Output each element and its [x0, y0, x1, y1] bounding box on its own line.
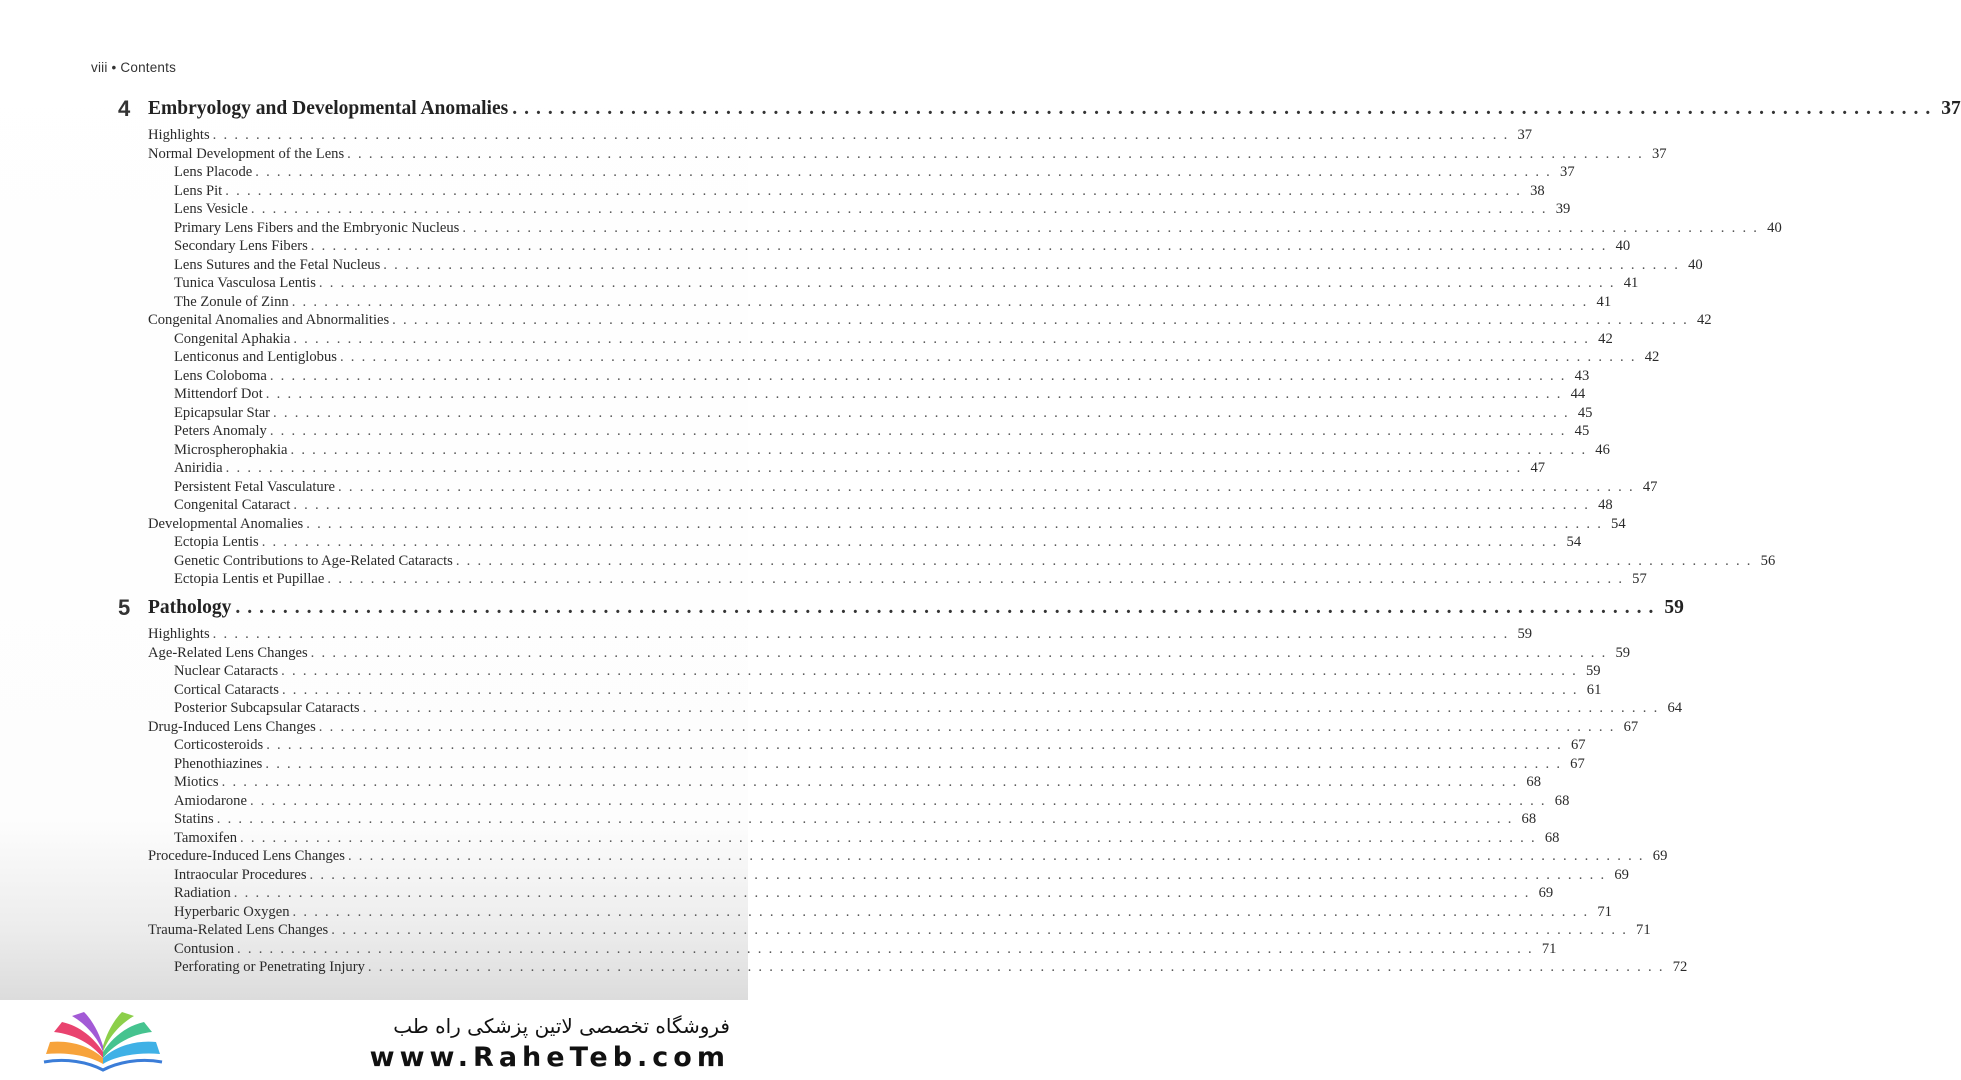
chapter-heading[interactable]	[118, 595, 1684, 625]
toc-subsection-entry[interactable]	[118, 441, 1610, 461]
entry-page-number: 71	[1597, 903, 1612, 920]
leader-dots: ........................................................................................................................	[362, 700, 1665, 716]
entry-title: Mittendorf Dot	[174, 386, 263, 402]
leader-dots: ........................................................................................................................	[512, 98, 1938, 119]
toc-subsection-entry[interactable]	[118, 330, 1613, 350]
entry-page-number: 69	[1614, 866, 1629, 883]
leader-dots: ........................................................................................................................	[347, 145, 1649, 162]
toc-subsection-entry[interactable]	[118, 903, 1612, 923]
entry-page-number: 57	[1632, 571, 1647, 587]
entry-page-number: 40	[1615, 238, 1631, 254]
chapter-4	[118, 96, 1961, 590]
toc-subsection-entry[interactable]	[118, 681, 1602, 701]
entry-title: Lens Sutures and the Fetal Nucleus	[174, 256, 381, 273]
leader-dots: ........................................................................................................................	[273, 404, 1575, 421]
leader-dots: ........................................................................................................................	[318, 718, 1621, 735]
entry-title: Age-Related Lens Changes	[148, 644, 308, 661]
leader-dots: ........................................................................................................................	[338, 478, 1640, 495]
entry-page-number: 42	[1644, 349, 1660, 365]
entry-page-number: 45	[1574, 423, 1590, 439]
entry-title: Procedure-Induced Lens Changes	[148, 848, 345, 864]
leader-dots: ........................................................................................................................	[269, 423, 1572, 439]
leader-dots: ........................................................................................................................	[266, 737, 1568, 753]
entry-title: Peters Anomaly	[174, 423, 267, 439]
leader-dots: ........................................................................................................................	[216, 811, 1519, 827]
entry-page-number: 39	[1555, 201, 1571, 217]
chapter-number: 4	[118, 96, 131, 121]
leader-dots: ........................................................................................................................	[327, 571, 1630, 587]
entry-title: Epicapsular Star	[174, 404, 271, 421]
toc-subsection-entry[interactable]	[118, 478, 1658, 498]
entry-page-number: 41	[1623, 275, 1639, 291]
toc-section-entry[interactable]	[118, 515, 1626, 535]
entry-page-number: 61	[1586, 681, 1602, 698]
leader-dots: ........................................................................................................................	[310, 644, 1613, 661]
entry-title: Corticosteroids	[174, 737, 264, 753]
entry-title: Radiation	[174, 885, 231, 901]
leader-dots: ........................................................................................................................	[383, 256, 1686, 273]
entry-title: Genetic Contributions to Age-Related Cataracts	[174, 552, 453, 569]
entry-page-number: 69	[1652, 848, 1668, 864]
entry-page-number: 41	[1596, 293, 1612, 310]
entry-page-number: 47	[1530, 460, 1546, 476]
leader-dots: ........................................................................................................................	[339, 349, 1642, 365]
entry-title: Aniridia	[174, 460, 223, 476]
toc-subsection-entry[interactable]	[118, 423, 1590, 442]
leader-dots: ........................................................................................................................	[306, 515, 1609, 532]
entry-page-number: 47	[1642, 478, 1658, 495]
leader-dots: ........................................................................................................................	[281, 663, 1583, 679]
entry-title: Nuclear Cataracts	[174, 663, 279, 679]
entry-page-number: 42	[1598, 330, 1613, 347]
toc-subsection-entry[interactable]	[118, 774, 1541, 793]
shop-name: فروشگاه تخصصی لاتین پزشکی راه طب	[393, 1014, 730, 1038]
entry-page-number: 42	[1696, 312, 1712, 328]
entry-title: Miotics	[174, 774, 219, 790]
shop-url: www.RaheTeb.com	[369, 1042, 730, 1073]
entry-page-number: 59	[1615, 644, 1631, 661]
toc-subsection-entry[interactable]	[118, 182, 1545, 202]
folio: viii	[91, 60, 108, 75]
entry-title: Persistent Fetal Vasculature	[174, 478, 336, 495]
leader-dots: ........................................................................................................................	[250, 201, 1553, 217]
chapter-5	[118, 595, 1688, 978]
toc-subsection-entry[interactable]	[118, 349, 1660, 368]
toc-subsection-entry[interactable]	[118, 404, 1593, 424]
leader-dots: ........................................................................................................................	[269, 367, 1572, 384]
leader-dots: ........................................................................................................................	[318, 275, 1621, 291]
entry-page-number: 48	[1598, 497, 1613, 513]
entry-title: Congenital Anomalies and Abnormalities	[148, 312, 390, 328]
entry-title: Cortical Cataracts	[174, 681, 279, 698]
entry-title: Tamoxifen	[174, 829, 238, 846]
toc-subsection-entry[interactable]	[118, 275, 1639, 294]
entry-title: Normal Development of the Lens	[148, 145, 345, 162]
entry-page-number: 54	[1611, 515, 1626, 532]
leader-dots: ........................................................................................................................	[331, 922, 1634, 938]
entry-title: Trauma-Related Lens Changes	[148, 922, 329, 938]
entry-title: Secondary Lens Fibers	[174, 238, 308, 254]
entry-page-number: 59	[1585, 663, 1601, 679]
leader-dots: ........................................................................................................................	[235, 597, 1661, 618]
toc-section-entry[interactable]	[118, 145, 1667, 165]
entry-page-number: 54	[1566, 534, 1582, 550]
toc-subsection-entry[interactable]	[118, 293, 1612, 313]
bullet: •	[111, 60, 117, 75]
open-book-logo-icon	[40, 1012, 166, 1075]
leader-dots: ........................................................................................................................	[292, 903, 1595, 920]
entry-page-number: 45	[1577, 404, 1593, 421]
entry-title: Lenticonus and Lentiglobus	[174, 349, 337, 365]
leader-dots: ........................................................................................................................	[249, 792, 1552, 809]
entry-page-number: 40	[1767, 219, 1782, 236]
entry-page-number: 38	[1530, 182, 1545, 199]
toc-subsection-entry[interactable]	[118, 811, 1537, 830]
toc-subsection-entry[interactable]	[118, 367, 1590, 387]
entry-title: Phenothiazines	[174, 755, 263, 772]
entry-page-number: 43	[1574, 367, 1590, 384]
toc-subsection-entry[interactable]	[118, 571, 1647, 590]
entry-title: Posterior Subcapsular Cataracts	[174, 700, 360, 716]
chapter-heading[interactable]	[118, 96, 1961, 126]
entry-title: Ectopia Lentis	[174, 534, 259, 550]
toc-subsection-entry[interactable]	[118, 829, 1560, 849]
entry-page-number: 72	[1672, 959, 1688, 975]
entry-title: Tunica Vasculosa Lentis	[174, 275, 316, 291]
toc-subsection-entry[interactable]	[118, 737, 1586, 756]
entry-title: Lens Placode	[174, 164, 253, 180]
leader-dots: ........................................................................................................................	[265, 386, 1568, 402]
chapter-page-number: 59	[1664, 597, 1684, 618]
entry-title: Contusion	[174, 940, 235, 957]
leader-dots: ........................................................................................................................	[212, 127, 1515, 143]
entry-title: Lens Pit	[174, 182, 223, 199]
toc-subsection-entry[interactable]	[118, 755, 1585, 775]
toc-subsection-entry[interactable]	[118, 552, 1776, 572]
entry-title: Ectopia Lentis et Pupillae	[174, 571, 325, 587]
running-head-section: Contents	[120, 60, 177, 75]
toc-section-entry[interactable]	[118, 626, 1533, 645]
entry-title: Amiodarone	[174, 792, 247, 809]
chapter-number: 5	[118, 595, 131, 620]
toc-subsection-entry[interactable]	[118, 164, 1575, 183]
entry-page-number: 64	[1667, 700, 1683, 716]
leader-dots: ........................................................................................................................	[293, 497, 1596, 513]
entry-page-number: 37	[1651, 145, 1667, 162]
toc-section-entry[interactable]	[118, 644, 1631, 664]
entry-title: Congenital Cataract	[174, 497, 291, 513]
toc-subsection-entry[interactable]	[118, 663, 1601, 682]
entry-page-number: 59	[1517, 626, 1533, 642]
entry-title: Intraocular Procedures	[174, 866, 307, 883]
entry-page-number: 68	[1554, 792, 1570, 809]
toc-subsection-entry[interactable]	[118, 219, 1782, 239]
running-head	[91, 60, 176, 75]
leader-dots: ........................................................................................................................	[225, 182, 1528, 199]
toc-subsection-entry[interactable]	[118, 460, 1546, 479]
chapter-title: Pathology	[148, 597, 232, 618]
entry-page-number: 56	[1760, 552, 1776, 569]
leader-dots: ........................................................................................................................	[240, 829, 1542, 846]
entry-title: Statins	[174, 811, 214, 827]
leader-dots: ........................................................................................................................	[225, 460, 1528, 476]
entry-title: Developmental Anomalies	[148, 515, 304, 532]
entry-page-number: 68	[1544, 829, 1560, 846]
toc-subsection-entry[interactable]	[118, 792, 1570, 812]
entry-title: Microspherophakia	[174, 441, 288, 458]
toc-section-entry[interactable]	[118, 718, 1639, 738]
leader-dots: ........................................................................................................................	[291, 293, 1594, 310]
toc-subsection-entry[interactable]	[118, 534, 1582, 553]
leader-dots: ........................................................................................................................	[261, 534, 1564, 550]
entry-title: Highlights	[148, 626, 210, 642]
toc-subsection-entry[interactable]	[118, 497, 1613, 516]
entry-page-number: 67	[1623, 718, 1639, 735]
entry-page-number: 46	[1595, 441, 1610, 458]
toc-subsection-entry[interactable]	[118, 885, 1554, 904]
entry-page-number: 37	[1517, 127, 1533, 143]
leader-dots: ........................................................................................................................	[392, 312, 1694, 328]
toc-section-entry[interactable]	[118, 848, 1668, 867]
entry-page-number: 37	[1560, 164, 1575, 180]
entry-page-number: 67	[1571, 737, 1586, 753]
entry-title: Lens Vesicle	[174, 201, 248, 217]
toc-subsection-entry[interactable]	[118, 386, 1586, 405]
leader-dots: ........................................................................................................................	[281, 681, 1584, 698]
leader-dots: ........................................................................................................................	[290, 441, 1593, 458]
entry-page-number: 40	[1688, 256, 1703, 273]
leader-dots: ........................................................................................................................	[347, 848, 1650, 864]
toc-subsection-entry[interactable]	[118, 201, 1571, 220]
leader-dots: ........................................................................................................................	[367, 959, 1670, 975]
chapter-title: Embryology and Developmental Anomalies	[148, 98, 509, 119]
toc-subsection-entry[interactable]	[118, 256, 1703, 276]
leader-dots: ........................................................................................................................	[455, 552, 1758, 569]
toc-subsection-entry[interactable]	[118, 959, 1688, 978]
toc-section-entry[interactable]	[118, 312, 1712, 331]
toc-subsection-entry[interactable]	[118, 700, 1683, 719]
leader-dots: ........................................................................................................................	[310, 238, 1613, 254]
entry-title: The Zonule of Zinn	[174, 293, 289, 310]
leader-dots: ........................................................................................................................	[212, 626, 1515, 642]
watermark-footer	[0, 1000, 748, 1080]
leader-dots: ........................................................................................................................	[255, 164, 1558, 180]
entry-title: Perforating or Penetrating Injury	[174, 959, 365, 975]
entry-title: Hyperbaric Oxygen	[174, 903, 290, 920]
toc-section-entry[interactable]	[118, 922, 1651, 941]
toc-subsection-entry[interactable]	[118, 940, 1557, 960]
leader-dots: ........................................................................................................................	[462, 219, 1765, 236]
toc-subsection-entry[interactable]	[118, 238, 1631, 257]
leader-dots: ........................................................................................................................	[233, 885, 1536, 901]
entry-page-number: 71	[1636, 922, 1651, 938]
entry-title: Primary Lens Fibers and the Embryonic Nucleus	[174, 219, 460, 236]
leader-dots: ........................................................................................................................	[293, 330, 1596, 347]
entry-page-number: 44	[1570, 386, 1586, 402]
entry-page-number: 67	[1570, 755, 1585, 772]
entry-title: Drug-Induced Lens Changes	[148, 718, 316, 735]
entry-page-number: 68	[1526, 774, 1541, 790]
entry-title: Lens Coloboma	[174, 367, 267, 384]
entry-page-number: 69	[1538, 885, 1554, 901]
entry-page-number: 68	[1521, 811, 1537, 827]
leader-dots: ........................................................................................................................	[221, 774, 1524, 790]
chapter-page-number: 37	[1941, 98, 1961, 119]
leader-dots: ........................................................................................................................	[237, 940, 1539, 957]
leader-dots: ........................................................................................................................	[265, 755, 1568, 772]
toc-subsection-entry[interactable]	[118, 866, 1629, 886]
entry-title: Congenital Aphakia	[174, 330, 291, 347]
entry-title: Highlights	[148, 127, 210, 143]
leader-dots: ........................................................................................................................	[309, 866, 1612, 883]
entry-page-number: 71	[1541, 940, 1557, 957]
toc-section-entry[interactable]	[118, 127, 1533, 146]
